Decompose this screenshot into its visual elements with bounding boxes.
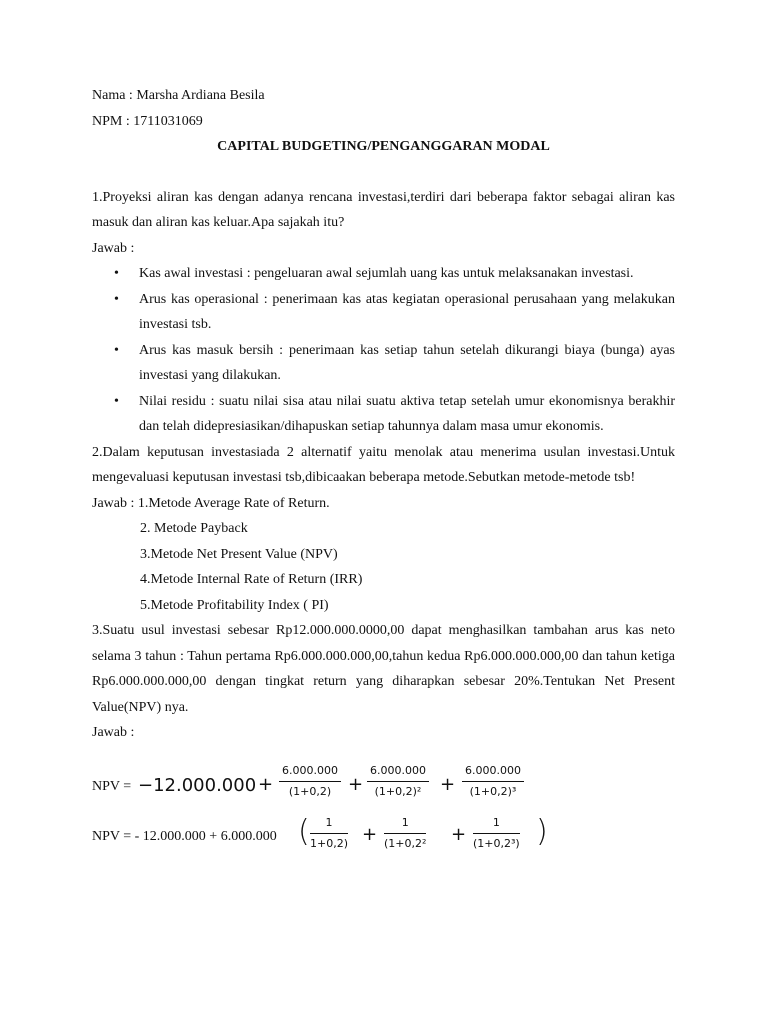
method-item: 4.Metode Internal Rate of Return (IRR) [140, 572, 363, 587]
fraction [279, 764, 341, 799]
fraction [473, 816, 520, 851]
bullet-icon: • [114, 291, 119, 307]
spacer [92, 746, 675, 764]
fraction-numerator: 6.000.000 [279, 764, 341, 782]
fraction-denominator: (1+0,2) [288, 784, 332, 798]
fraction [384, 816, 426, 851]
spacer [92, 160, 675, 185]
plus-sign: + [348, 773, 364, 795]
list-item [92, 287, 675, 338]
fraction [310, 816, 348, 851]
bullet-icon: • [114, 342, 119, 358]
equation-lhs: NPV = [92, 778, 132, 794]
fraction-denominator: (1+0,2² [384, 836, 427, 850]
list-item-text: Kas awal investasi : pengeluaran awal sejumlah uang kas untuk melaksanakan investasi. [139, 266, 634, 281]
plus-sign: + [440, 773, 456, 795]
open-paren: ( [298, 813, 310, 849]
close-paren: ) [536, 813, 548, 849]
fraction-denominator: 1+0,2) [310, 836, 349, 850]
document-body [92, 83, 675, 858]
question-1: 1.Proyeksi aliran kas dengan adanya rencana investasi,terdiri dari beberapa faktor sebagai aliran kas masuk dan aliran kas keluar.Apa sajakah itu? [92, 189, 675, 230]
initial-investment: −12.000.000 [138, 774, 257, 796]
list-item-text: Nilai residu : suatu nilai sisa atau nilai suatu aktiva tetap setelah umur ekonomisnya berakhir dan telah didepresiasikan/dihapuskan setiap tahunnya dalam masa umur ekonomis. [139, 393, 675, 434]
fraction-numerator: 6.000.000 [367, 764, 429, 782]
list-item-text: Arus kas operasional : penerimaan kas atas kegiatan operasional perusahaan yang melakukan investasi tsb. [139, 291, 675, 332]
fraction-numerator: 1 [473, 816, 520, 834]
equation-lhs: NPV = - 12.000.000 + 6.000.000 [92, 828, 277, 844]
list-item [92, 338, 675, 389]
plus-sign: + [451, 823, 467, 845]
list-item-text: Arus kas masuk bersih : penerimaan kas setiap tahun setelah dikurangi biaya (bunga) ayas investasi yang dilakukan. [139, 342, 675, 383]
method-item: 3.Metode Net Present Value (NPV) [140, 546, 338, 562]
answer-1-list [92, 261, 675, 440]
answer-label-1: Jawab : [92, 240, 135, 256]
fraction-numerator: 6.000.000 [462, 764, 524, 782]
list-item [92, 261, 675, 287]
document-title: CAPITAL BUDGETING/PENGANGGARAN MODAL [217, 139, 550, 154]
npv-equation-1 [92, 764, 675, 808]
fraction [367, 764, 429, 799]
fraction-denominator: (1+0,2)³ [469, 784, 517, 798]
bullet-icon: • [114, 266, 119, 281]
student-npm: NPM : 1711031069 [92, 113, 203, 129]
list-item [92, 389, 675, 440]
method-item: 5.Metode Profitability Index ( PI) [140, 597, 329, 613]
fraction-numerator: 1 [384, 816, 426, 834]
fraction-numerator: 1 [310, 816, 348, 834]
method-item: 2. Metode Payback [140, 521, 248, 536]
question-2: 2.Dalam keputusan investasiada 2 alternatif yaitu menolak atau menerima usulan investasi.Untuk mengevaluasi keputusan investasi tsb,dibicaakan beberapa metode.Sebutkan metode-metode tsb! [92, 444, 675, 485]
fraction [462, 764, 524, 799]
answer-2-first: Jawab : 1.Metode Average Rate of Return. [92, 495, 330, 511]
npv-equation-2 [92, 814, 675, 858]
plus-sign: + [258, 773, 274, 795]
bullet-icon: • [114, 393, 119, 409]
fraction-denominator: (1+0,2³) [473, 836, 520, 850]
student-name: Nama : Marsha Ardiana Besila [92, 88, 265, 103]
plus-sign: + [362, 823, 378, 845]
fraction-denominator: (1+0,2)² [374, 784, 422, 798]
answer-label-3: Jawab : [92, 725, 135, 740]
question-3: 3.Suatu usul investasi sebesar Rp12.000.000.0000,00 dapat menghasilkan tambahan arus kas neto selama 3 tahun : Tahun pertama Rp6.000.000.000,00,tahun kedua Rp6.000.000.000,00 dan tahun ketiga Rp6.000.000.000,00 dengan tingkat return yang diharapkan sebesar 20%.Tentukan Net Present Value(NPV) nya. [92, 623, 675, 715]
